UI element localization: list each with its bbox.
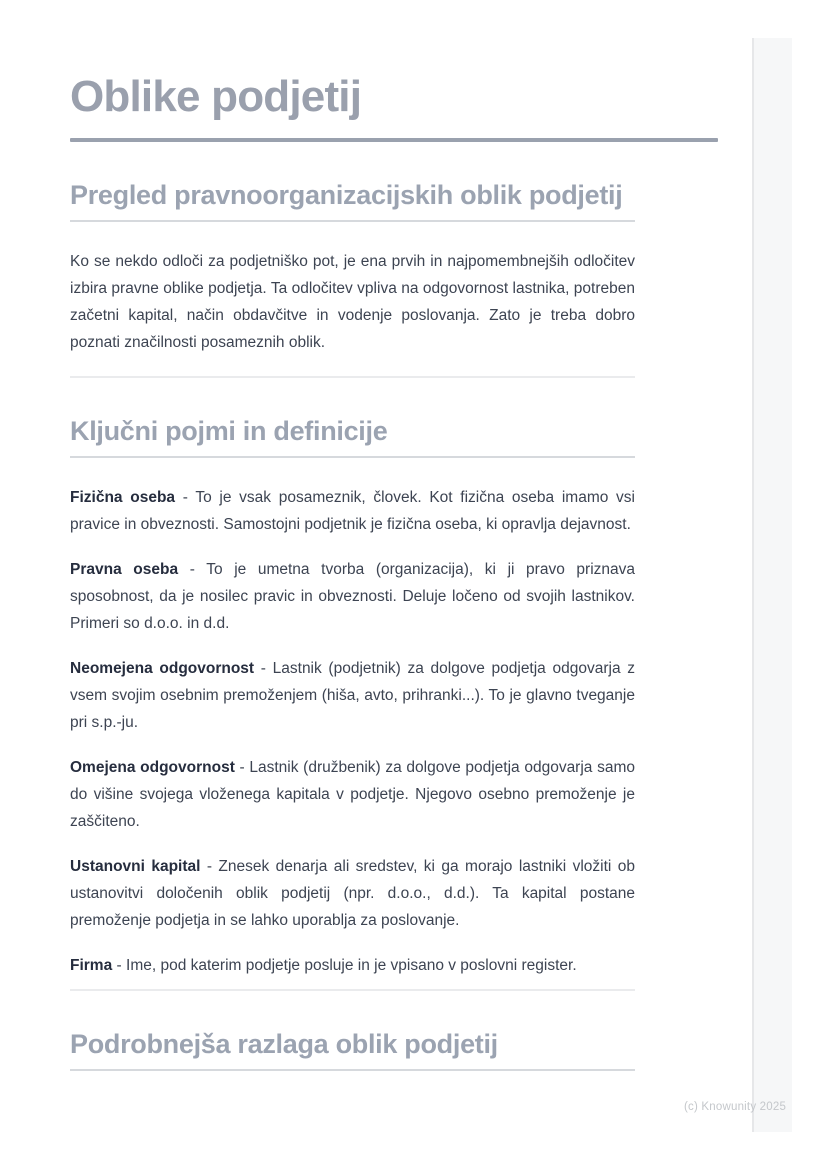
definition-text: Znesek denarja ali sredstev, ki ga morajo lastniki vložiti ob ustanovitvi določenih oblik podjetij (npr. d.o.o., d.d.). Ta kapital postane premoženje podjetja in se lahko uporablja za poslovanje. [70,858,635,929]
page-title: Oblike podjetij [70,72,362,121]
definition-separator: - [260,660,266,677]
definition-term: Neomejena odgovornost [70,660,255,677]
section-divider [70,376,635,378]
definition-term: Omejena odgovornost [70,759,235,776]
section-divider [70,989,635,991]
definition-separator: - [182,489,188,506]
heading-rule [70,456,635,458]
definition-term: Fizična oseba [70,489,176,506]
copyright-watermark: (c) Knowunity 2025 [684,1101,787,1113]
section-overview [70,176,635,356]
definition-term: Firma [70,957,113,974]
section-detailed-explanation [70,1025,635,1071]
definition-text: To je vsak posameznik, človek. Kot fizična oseba imamo vsi pravice in obveznosti. Samostojni podjetnik je fizična oseba, ki opravlja dejavnost. [70,489,635,533]
definition-separator: - [189,561,195,578]
definition-separator: - [116,957,122,974]
definition-text: Lastnik (podjetnik) za dolgove podjetja odgovarja z vsem svojim osebnim premoženjem (hiša, avto, prihranki...). To je glavno tveganje pri s.p.-ju. [70,660,635,731]
definition-separator: - [239,759,245,776]
definition-item [70,754,635,835]
heading-rule [70,1069,635,1071]
document-page [70,0,635,1071]
definition-separator: - [206,858,213,875]
section-heading-detailed: Podrobnejša razlaga oblik podjetij [70,1029,498,1059]
section-heading-overview: Pregled pravnoorganizacijskih oblik podjetij [70,180,623,210]
adjacent-page-edge [752,38,792,1132]
definition-text: Lastnik (družbenik) za dolgove podjetja odgovarja samo do višine svojega vloženega kapitala v podjetje. Njegovo osebno premoženje je zaščiteno. [70,759,635,830]
title-rule [70,138,718,142]
definitions-list [70,484,635,979]
definition-term: Ustanovni kapital [70,858,201,875]
intro-paragraph: Ko se nekdo odloči za podjetniško pot, je ena prvih in najpomembnejših odločitev izbira pravne oblike podjetja. Ta odločitev vpliva na odgovornost lastnika, potreben začetni kapital, način obdavčitve in vodenje poslovanja. Zato je treba dobro poznati značilnosti posameznih oblik. [70,253,635,351]
definition-item [70,952,635,979]
definition-item [70,655,635,736]
heading-rule [70,220,635,222]
definition-item [70,853,635,934]
definition-text: Ime, pod katerim podjetje posluje in je vpisano v poslovni register. [126,957,577,974]
section-definitions [70,412,635,979]
definition-text: To je umetna tvorba (organizacija), ki ji pravo priznava sposobnost, da je nosilec pravic in obveznosti. Deluje ločeno od svojih lastnikov. Primeri so d.o.o. in d.d. [70,561,636,632]
definition-item [70,484,635,538]
definition-item [70,556,635,637]
section-heading-definitions: Ključni pojmi in definicije [70,416,388,446]
definition-term: Pravna oseba [70,561,179,578]
